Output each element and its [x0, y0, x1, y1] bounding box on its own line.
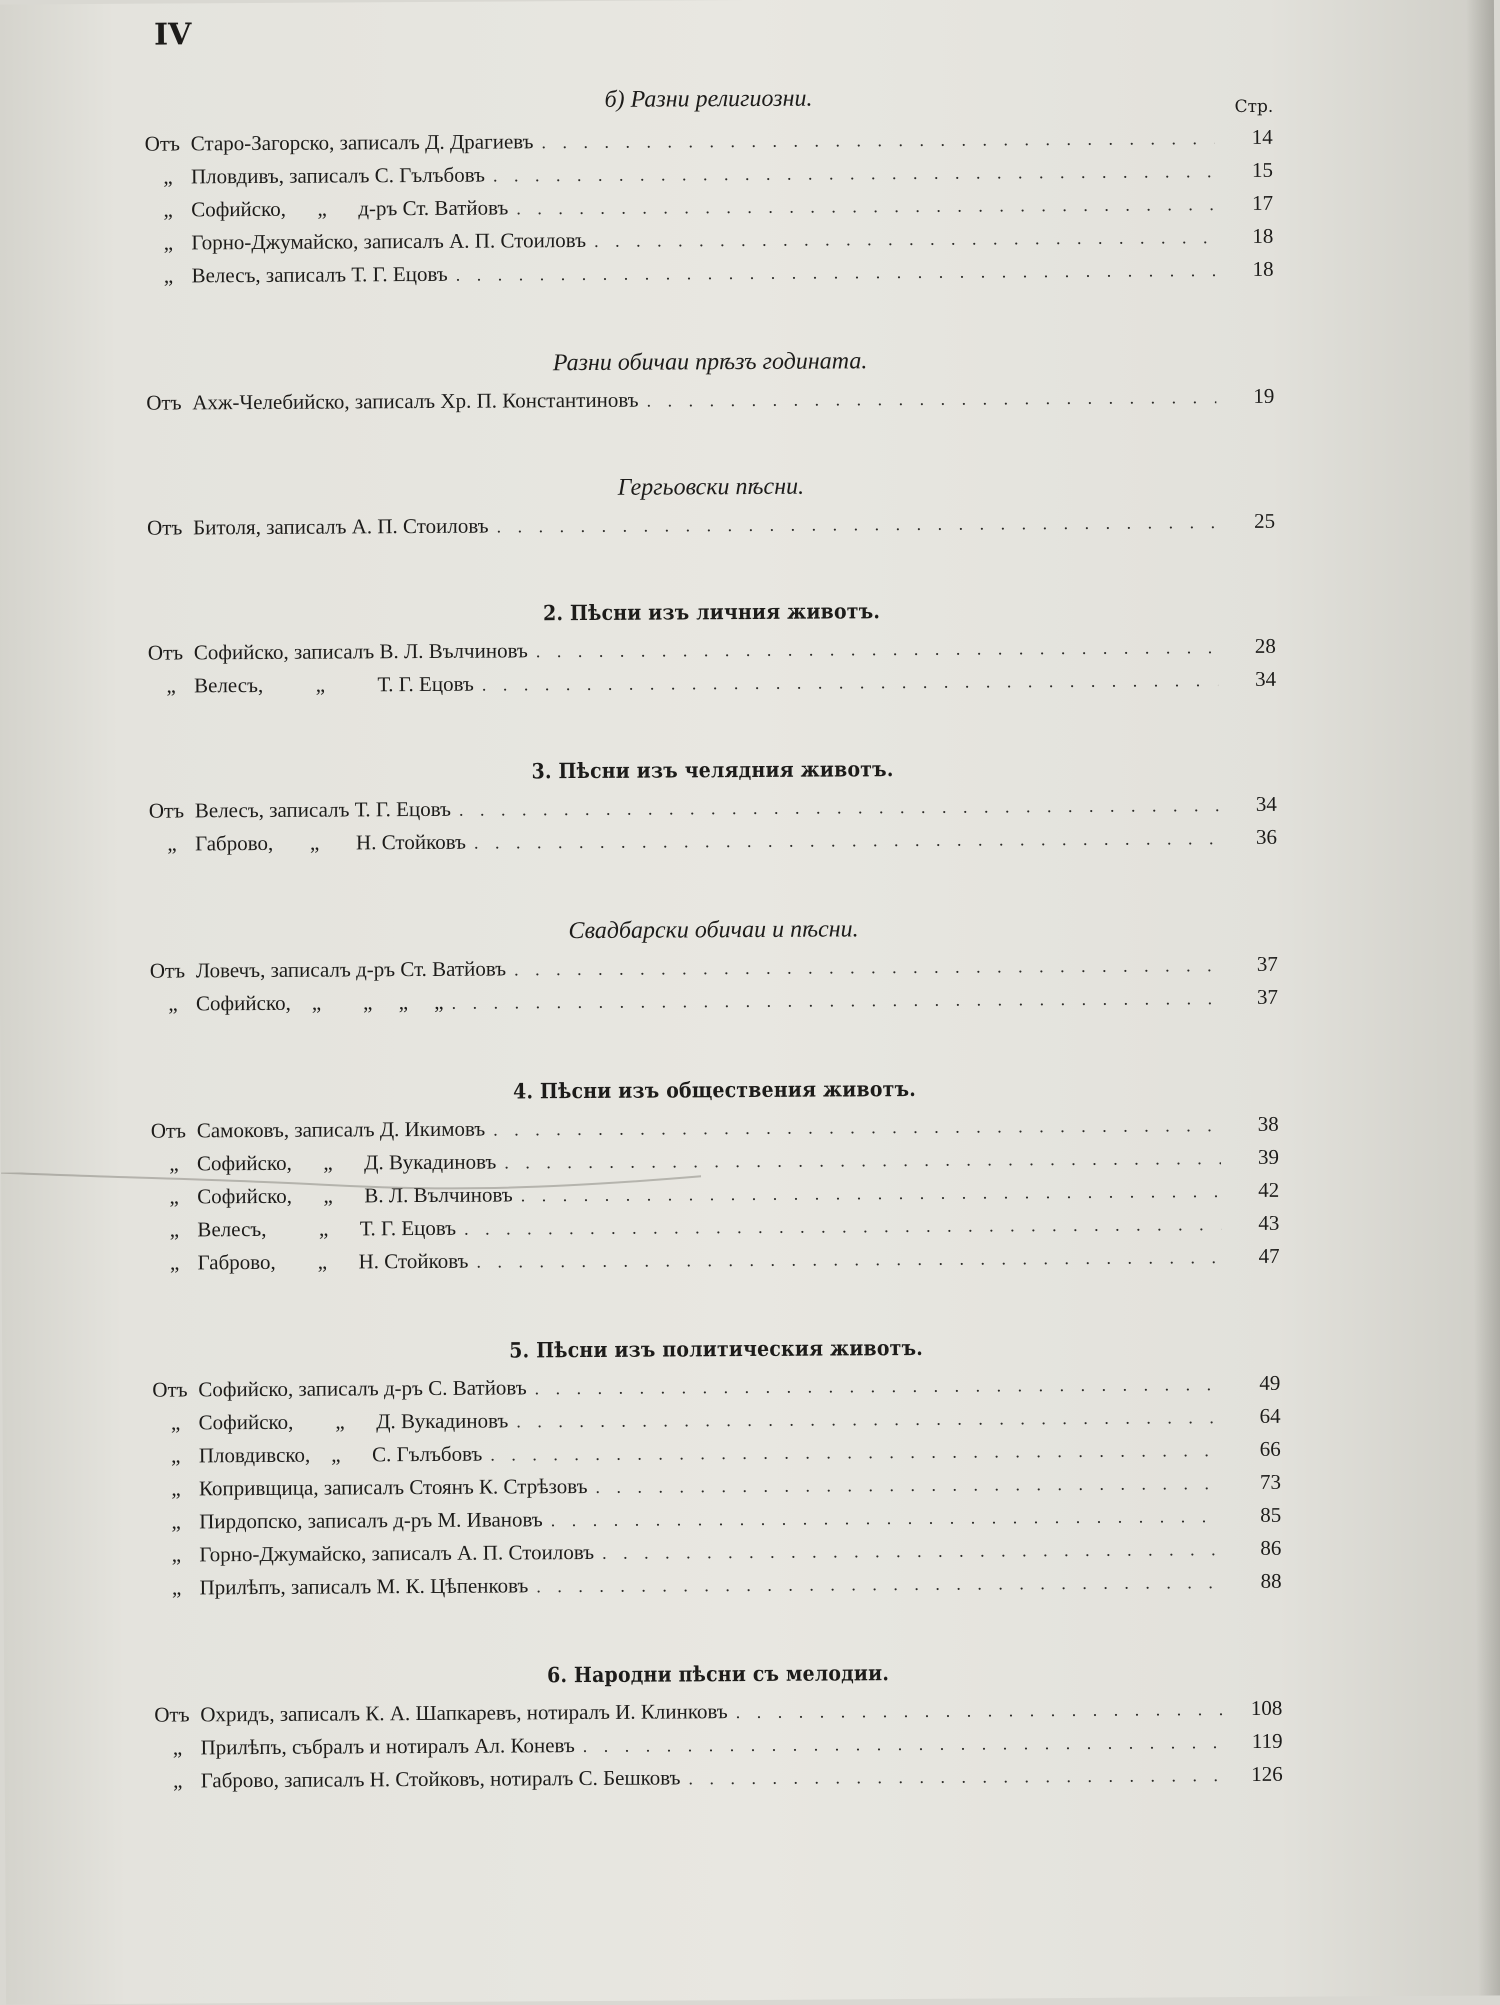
entry-text: Горно-Джумайско, записалъ А. П. Стоиловъ [199, 1539, 595, 1567]
entry-page-number: 64 [1259, 1403, 1281, 1428]
entry-text: Горно-Джумайско, записалъ А. П. Стоиловъ [191, 227, 587, 255]
page-column-header: Стр. [1234, 96, 1274, 118]
entry-prefix: „ [168, 991, 178, 1016]
toc-section [152, 1329, 1282, 1609]
dot-leader [594, 227, 1215, 252]
toc-entry [145, 257, 1273, 297]
entry-text: Габрово, „ Н. Стойковъ [194, 829, 466, 856]
dot-leader [493, 161, 1215, 186]
toc-entry [152, 1244, 1280, 1284]
toc-section [154, 1654, 1283, 1802]
entry-page-number: 66 [1259, 1436, 1281, 1461]
entry-page-number: 86 [1260, 1535, 1282, 1560]
entry-text: Велесъ, записалъ Т. Г. Ецовъ [191, 261, 448, 288]
section-heading: 3. Пѣсни изъ челядния животъ. [531, 756, 894, 784]
entry-prefix: Отъ [148, 798, 185, 823]
dot-leader [474, 828, 1219, 854]
toc-entry [146, 384, 1274, 424]
toc-entry [154, 1569, 1282, 1609]
toc-section [149, 750, 1278, 865]
dot-leader [493, 1115, 1221, 1140]
entry-prefix: „ [170, 1410, 181, 1435]
dot-leader [551, 1506, 1224, 1531]
entry-text: Софийско, „ Д. Вукадиновъ [198, 1408, 509, 1435]
entry-prefix: „ [173, 1768, 183, 1793]
dot-leader [482, 670, 1218, 695]
dot-leader [476, 1247, 1221, 1273]
entry-prefix: „ [171, 1575, 182, 1600]
entry-page-number: 38 [1257, 1111, 1279, 1136]
entry-prefix: Отъ [147, 640, 184, 665]
dot-leader [521, 1181, 1222, 1206]
section-heading: б) Разни религиозни. [604, 85, 813, 113]
entry-text: Ловечъ, записалъ д-ръ Ст. Ватйовъ [195, 956, 507, 983]
page-folio: IV [153, 17, 192, 53]
entry-text: Велесъ, „ Т. Г. Ецовъ [197, 1215, 457, 1242]
section-heading: Разни обичаи прѣзъ годината. [552, 348, 868, 377]
section-heading: 5. Пѣсни изъ политическия животъ. [509, 1334, 924, 1363]
table-of-contents [144, 79, 1282, 1802]
entry-prefix: „ [163, 230, 174, 255]
entry-text: Пловдивско, „ С. Гълъбовъ [198, 1441, 483, 1468]
entry-prefix: „ [171, 1509, 181, 1534]
toc-section [147, 467, 1275, 549]
entry-text: Софийско, „ Д. Вукадиновъ [196, 1149, 497, 1176]
dot-leader [514, 955, 1220, 980]
entry-prefix: „ [171, 1542, 182, 1567]
toc-entry [150, 985, 1278, 1025]
dot-leader [516, 194, 1215, 219]
entry-text: Старо-Загорско, записалъ Д. Драгиевъ [190, 129, 534, 156]
entry-text: Битоля, записалъ А. П. Стоиловъ [193, 513, 489, 540]
dot-leader [536, 1572, 1223, 1597]
entry-prefix: Отъ [144, 131, 181, 156]
entry-prefix: „ [171, 1476, 181, 1501]
entry-page-number: 119 [1251, 1728, 1283, 1753]
dot-leader [595, 1473, 1223, 1498]
entry-prefix: „ [169, 1184, 179, 1209]
entry-page-number: 17 [1252, 190, 1274, 215]
entry-text: Софийско, записалъ д-ръ С. Ватйовъ [198, 1375, 527, 1402]
dot-leader [602, 1539, 1223, 1564]
entry-text: Копривщица, записалъ Стоянъ К. Стрѣзовъ [198, 1474, 588, 1501]
entry-page-number: 126 [1251, 1761, 1283, 1786]
entry-text: Софийско, „ д-ръ Ст. Ватйовъ [191, 195, 509, 222]
entry-text: Ахж-Челебийско, записалъ Хр. П. Константиновъ [192, 387, 639, 415]
entry-prefix: Отъ [154, 1702, 190, 1727]
dot-leader [541, 128, 1214, 153]
entry-page-number: 43 [1258, 1210, 1280, 1235]
entry-page-number: 85 [1260, 1502, 1282, 1527]
entry-page-number: 34 [1255, 791, 1277, 816]
entry-prefix: „ [167, 831, 177, 856]
entry-page-number: 73 [1259, 1469, 1282, 1494]
dot-leader [459, 795, 1219, 821]
entry-prefix: „ [172, 1735, 183, 1760]
dot-leader [504, 1148, 1221, 1173]
dot-leader [456, 260, 1216, 286]
toc-entry [147, 509, 1275, 549]
dot-leader [583, 1732, 1225, 1757]
entry-page-number: 47 [1258, 1243, 1280, 1268]
dot-leader [535, 1374, 1223, 1399]
toc-entry [148, 667, 1276, 707]
entry-prefix: „ [169, 1151, 179, 1176]
dot-leader [452, 988, 1221, 1014]
entry-page-number: 37 [1256, 984, 1279, 1009]
entry-text: Софийско, записалъ В. Л. Вълчиновъ [193, 638, 528, 665]
entry-page-number: 28 [1254, 633, 1276, 658]
toc-section [149, 910, 1278, 1025]
entry-prefix: Отъ [150, 1118, 187, 1143]
dot-leader [647, 387, 1217, 411]
entry-page-number: 25 [1254, 508, 1276, 533]
entry-text: Самоковъ, записалъ Д. Икимовъ [196, 1116, 486, 1143]
entry-page-number: 88 [1260, 1568, 1282, 1593]
toc-section [146, 342, 1274, 424]
entry-page-number: 36 [1255, 824, 1278, 849]
entry-page-number: 49 [1259, 1370, 1281, 1395]
entry-prefix: Отъ [146, 390, 182, 415]
entry-prefix: Отъ [147, 515, 183, 540]
dot-leader [497, 512, 1218, 537]
entry-page-number: 42 [1258, 1177, 1280, 1202]
entry-prefix: „ [163, 197, 173, 222]
toc-section [144, 79, 1273, 297]
entry-text: Софийско, „ В. Л. Вълчиновъ [197, 1182, 513, 1209]
section-heading: Свадбарски обичаи и пѣсни. [568, 916, 859, 945]
entry-text: Прилѣпъ, събралъ и нотиралъ Ал. Коневъ [200, 1733, 575, 1760]
section-heading: 6. Народни пѣсни съ мелодии. [547, 1660, 890, 1688]
entry-page-number: 15 [1251, 157, 1274, 182]
entry-page-number: 34 [1254, 666, 1277, 691]
entry-page-number: 37 [1256, 951, 1278, 976]
entry-text: Софийско, „ „ „ „ [195, 989, 444, 1016]
page-edge-shadow [1466, 0, 1500, 1996]
dot-leader [464, 1214, 1221, 1240]
entry-prefix: Отъ [149, 958, 186, 983]
toc-entry [149, 825, 1277, 865]
entry-prefix: „ [163, 164, 173, 189]
section-heading: Гергьовски пѣсни. [617, 473, 805, 501]
entry-page-number: 14 [1251, 124, 1273, 149]
entry-text: Пловдивъ, записалъ С. Гълъбовъ [190, 162, 486, 189]
entry-prefix: „ [169, 1217, 180, 1242]
section-heading: 4. Пѣсни изъ обществения животъ. [513, 1075, 917, 1104]
entry-page-number: 19 [1253, 383, 1275, 408]
dot-leader [688, 1765, 1224, 1789]
entry-prefix: „ [171, 1443, 181, 1468]
toc-section [150, 1070, 1279, 1284]
toc-entry [155, 1762, 1283, 1802]
entry-text: Пирдопско, записалъ д-ръ М. Ивановъ [199, 1507, 543, 1534]
entry-text: Охридъ, записалъ К. А. Шапкаревъ, нотиралъ И. Клинковъ [200, 1699, 728, 1727]
entry-page-number: 18 [1252, 256, 1274, 281]
entry-page-number: 39 [1257, 1144, 1280, 1169]
entry-prefix: „ [169, 1250, 180, 1275]
entry-text: Прилѣпъ, записалъ М. К. Цѣпенковъ [199, 1573, 529, 1600]
section-heading: 2. Пѣсни изъ личния животъ. [543, 598, 881, 626]
dot-leader [736, 1699, 1225, 1723]
dot-leader [516, 1407, 1222, 1432]
dot-leader [490, 1440, 1223, 1465]
entry-text: Габрово, записалъ Н. Стойковъ, нотиралъ С. Бешковъ [200, 1765, 681, 1793]
entry-text: Габрово, „ Н. Стойковъ [197, 1248, 469, 1275]
entry-prefix: „ [166, 673, 176, 698]
dot-leader [536, 637, 1218, 662]
entry-prefix: „ [163, 263, 174, 288]
entry-prefix: Отъ [152, 1377, 188, 1402]
entry-page-number: 18 [1252, 223, 1274, 248]
entry-page-number: 108 [1250, 1695, 1283, 1720]
entry-text: Велесъ, записалъ Т. Г. Ецовъ [194, 796, 452, 823]
entry-text: Велесъ, „ Т. Г. Ецовъ [193, 671, 474, 698]
toc-section [148, 592, 1277, 707]
